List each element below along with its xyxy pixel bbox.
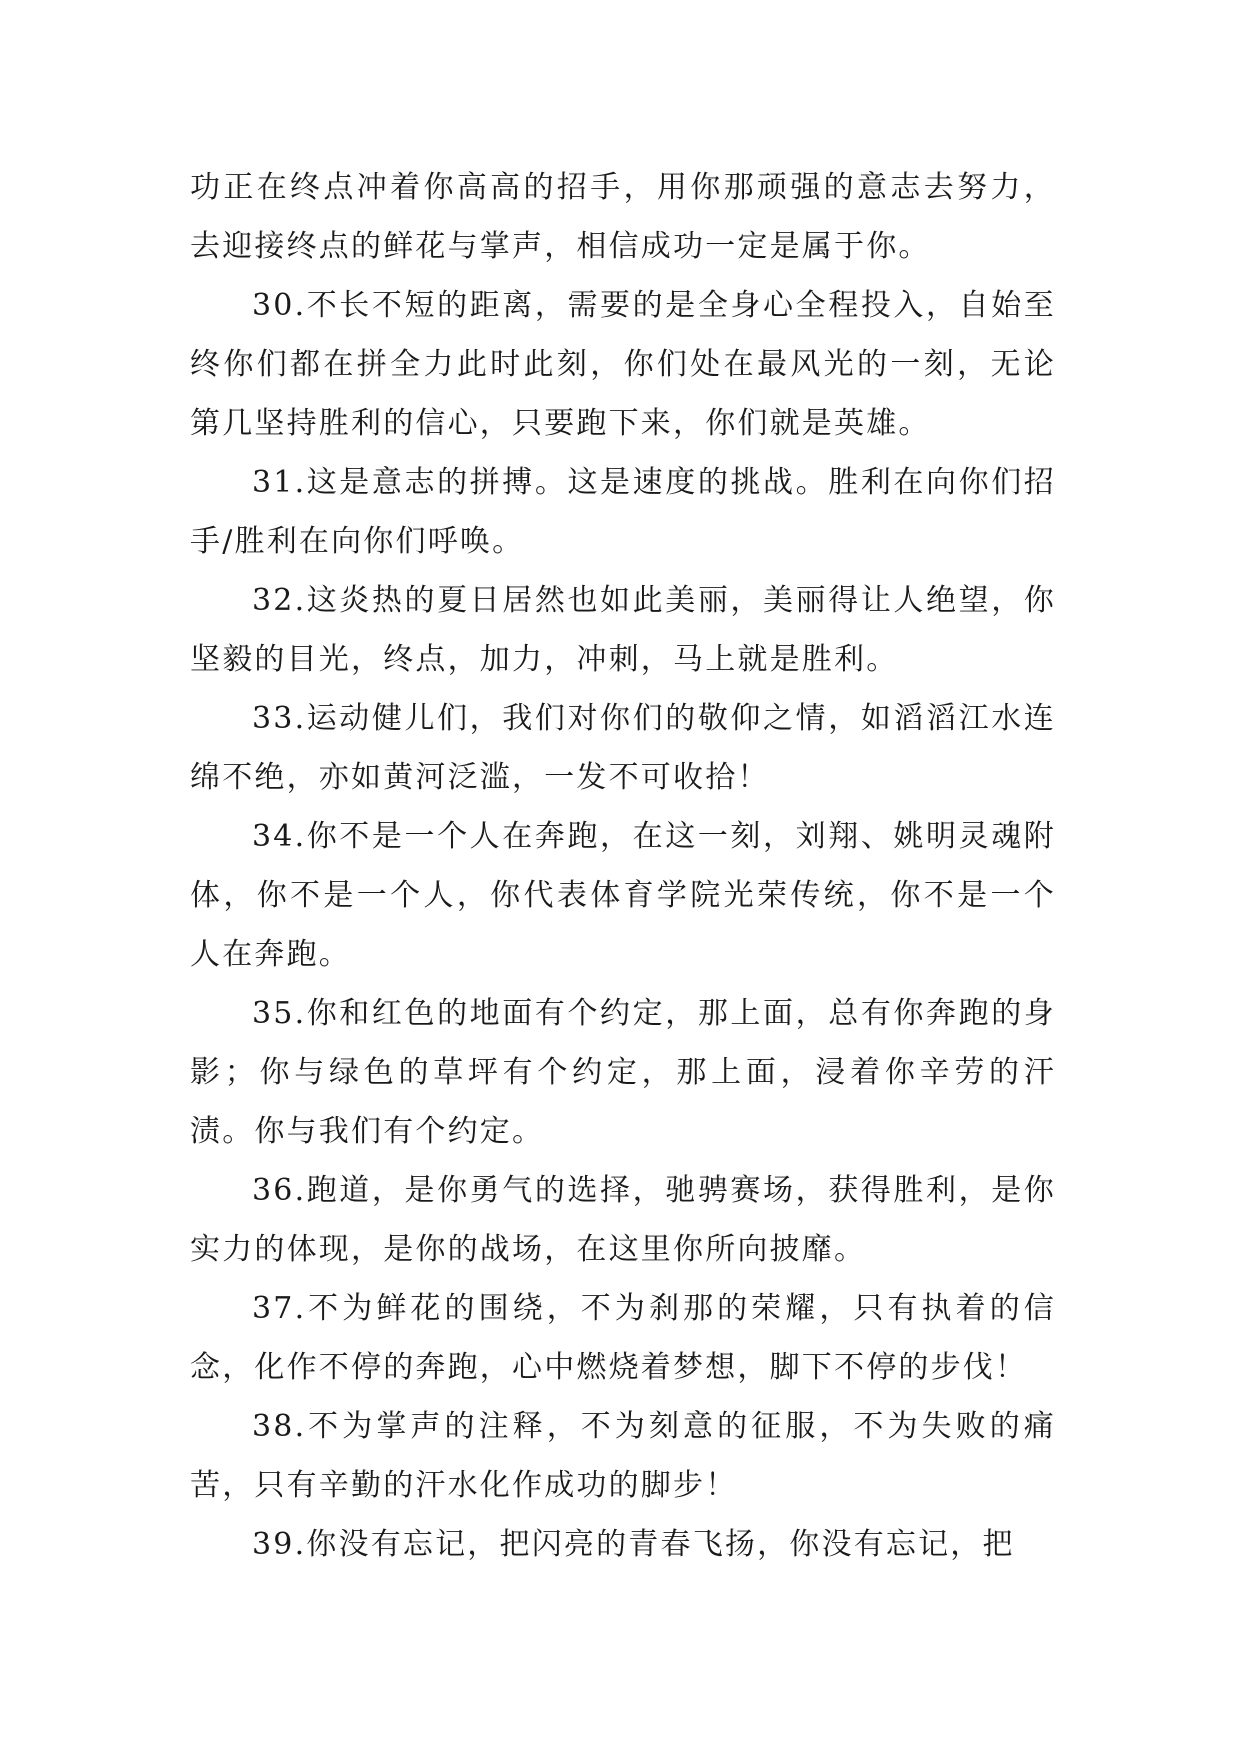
paragraph-31: 31.这是意志的拼搏。这是速度的挑战。胜利在向你们招手/胜利在向你们呼唤。 [190,465,1056,559]
paragraph-continuation: 功正在终点冲着你高高的招手，用你那顽强的意志去努力，去迎接终点的鲜花与掌声，相信成功一定是属于你。 [190,170,1056,264]
paragraph-34: 34.你不是一个人在奔跑，在这一刻，刘翔、姚明灵魂附体，你不是一个人，你代表体育学院光荣传统，你不是一个人在奔跑。 [190,819,1056,972]
paragraph-35: 35.你和红色的地面有个约定，那上面，总有你奔跑的身影；你与绿色的草坪有个约定，那上面，浸着你辛劳的汗渍。你与我们有个约定。 [190,996,1056,1149]
paragraph-37: 37.不为鲜花的围绕，不为刹那的荣耀，只有执着的信念，化作不停的奔跑，心中燃烧着梦想，脚下不停的步伐！ [190,1291,1056,1385]
paragraph-39: 39.你没有忘记，把闪亮的青春飞扬，你没有忘记，把 [252,1527,1015,1562]
paragraph-36: 36.跑道，是你勇气的选择，驰骋赛场，获得胜利，是你实力的体现，是你的战场，在这里你所向披靡。 [190,1173,1056,1267]
paragraph-32: 32.这炎热的夏日居然也如此美丽，美丽得让人绝望，你坚毅的目光，终点，加力，冲刺，马上就是胜利。 [190,583,1056,677]
paragraph-38: 38.不为掌声的注释，不为刻意的征服，不为失败的痛苦，只有辛勤的汗水化作成功的脚步！ [190,1409,1056,1503]
paragraph-30: 30.不长不短的距离，需要的是全身心全程投入，自始至终你们都在拼全力此时此刻，你们处在最风光的一刻，无论第几坚持胜利的信心，只要跑下来，你们就是英雄。 [190,288,1056,441]
document-body [190,158,1056,1574]
paragraph-33: 33.运动健儿们，我们对你们的敬仰之情，如滔滔江水连绵不绝，亦如黄河泛滥，一发不可收拾！ [190,701,1056,795]
